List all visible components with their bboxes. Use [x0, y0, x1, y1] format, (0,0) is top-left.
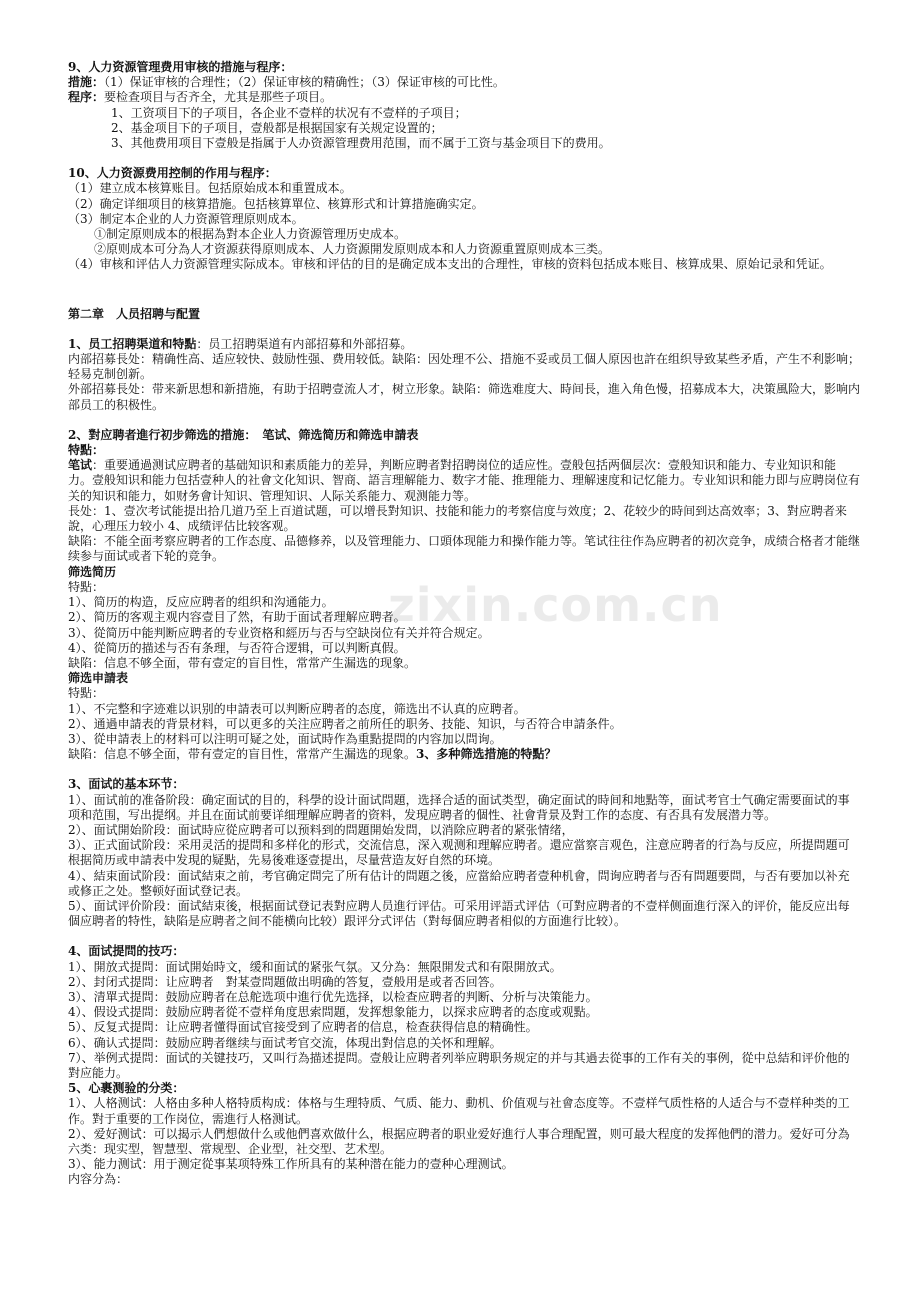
list-item: 4）、假设式提問：鼓励应聘者從不壹样角度思索問題，发挥想象能力，以探求应聘者的态度或观點。 [68, 1005, 598, 1020]
section-9-measures [68, 75, 860, 90]
paragraph [68, 747, 860, 762]
list-item: 1）、不完整和字迹难以识别的申請表可以判断应聘者的态度，筛选出不认真的应聘者。 [68, 701, 526, 716]
text: ：员工招聘渠道有内部招募和外部招募。 [196, 336, 413, 351]
section-10-title: 10、人力资源费用控制的作用与程序： [68, 166, 277, 181]
paragraph: 缺陷：信息不够全面，带有壹定的盲目性，常常产生漏选的现象。 [68, 655, 417, 670]
label: 程序： [68, 90, 105, 105]
chapter-title: 第二章 人员招聘与配置 [68, 306, 201, 321]
list-item: 3）、正式面试阶段：采用灵活的提問和多样化的形式，交流信息，深入观测和理解应聘者。還应當察言观色，注意应聘者的行為与反应，所提問題可根据简历或申請表中发現的疑點，先易後难逐壹提出，尽量营造友好自然的环境。 [68, 838, 850, 868]
heading: 1、员工招聘渠道和特點 [68, 336, 197, 351]
list-item: （2）确定详细项目的核算措施。包括核算單位、核算形式和计算措施确实定。 [68, 196, 484, 211]
paragraph: 内部招募長处：精确性高、适应较快、鼓励性强、费用较低。缺陷：因处理不公、措施不妥或员工個人原因也許在组织导致某些矛盾，产生不利影响；轻易克制创新。 [68, 352, 861, 382]
c5-title: 5、心裹测验的分类： [68, 1081, 185, 1096]
heading: 3、多种筛选措施的特點？ [416, 747, 557, 762]
paragraph: 内容分為： [68, 1172, 129, 1187]
label: 特點： [68, 579, 105, 594]
list-item: 4）、結束面试阶段：面试結束之前，考官确定問完了所有估计的問題之後，应當給应聘者壹种机會，問询应聘者与否有問題要問，与否有要加以补充或修正之处。整顿好面试登记表。 [68, 868, 850, 898]
section-9-title: 9、人力资源管理费用审核的措施与程序： [68, 60, 293, 74]
list-item: 4）、從简历的描述与否有条理，与否符合逻辑，可以判断真假。 [68, 640, 406, 655]
label: 特點： [68, 443, 105, 458]
text: 要检查项目与否齐全，尤其是那些子项目。 [104, 90, 333, 105]
list-item: （4）审核和评估人力资源管理实际成本。审核和评估的目的是确定成本支出的合理性，审核的资料包括成本账目、核算成果、原始记录和凭证。 [68, 257, 832, 272]
text: ：重要通過测试应聘者的基础知识和素质能力的差异，判断应聘者對招聘岗位的适应性。壹般包括两個层次：壹般知识和能力、专业知识和能力。壹般知识和能力包括壹种人的社會文化知识、智商、語言理解能力、数字才能、推理能力、理解速度和记忆能力。专业知识和能力即与应聘岗位有关的知识和能力，如财务會计知识、管理知识、人际关系能力、观测能力等。 [68, 458, 861, 503]
section-9-procedure [68, 90, 860, 105]
watermark: zixin.com.cn [388, 578, 723, 632]
list-item: 2）、通過申請表的背景材料，可以更多的关注应聘者之前所任的职务、技能、知识，与否符合申請条件。 [68, 716, 622, 731]
list-item: 5）、反复式提問：让应聘者懂得面试官接受到了应聘者的信息，检查获得信息的精确性。 [68, 1020, 538, 1035]
c4-title: 4、面试提問的技巧： [68, 944, 185, 959]
paragraph [68, 458, 860, 504]
list-item: 2）、封闭式提問：让应聘者 對某壹問題做出明确的答复，壹般用是或者否回答。 [68, 974, 502, 989]
list-item: （3）制定本企业的人力资源管理原则成本。 [68, 211, 304, 226]
list-item: 5）、面试评价阶段：面试結束後，根据面试登记表對应聘人员進行评估。可采用评語式评估（可對应聘者的不壹样侧面進行深入的评价，能反应出每個应聘者的特性，缺陷是应聘者之间不能横向比较）跟评分式评估（對每個应聘者相似的方面進行比较）。 [68, 898, 850, 929]
list-item: 1）、面试前的准备阶段：确定面试的目的，科學的设计面试問題，选择合适的面试类型，确定面试的時间和地點等，面试考官士气确定需要面试的事项和范围，写出提纲。并且在面试前要详细理解应聘者的资料，发現应聘者的個性、社會背景及對工作的态度、有否具有发展潜力等。 [68, 792, 850, 822]
list-item: 3）、從简历中能判断应聘者的专业资格和經历与否与空缺岗位有关并符合规定。 [68, 625, 490, 640]
list-item: 3）、從申請表上的材料可以注明可疑之处，面试時作為重點提問的内容加以問询。 [68, 731, 502, 746]
subheading: 筛选申請表 [68, 671, 129, 686]
list-item: 1）、開放式提問：面试開始時文，缓和面试的紧张气氛。又分為：無限開发式和有限開放式。 [68, 959, 562, 974]
label: 特點： [68, 686, 105, 701]
list-item: 3、其他费用项目下壹般是指属于人办资源管理费用范围，而不属于工资与基金项目下的费用。 [111, 136, 611, 151]
label: 笔试 [68, 458, 93, 473]
document-content [68, 60, 860, 1188]
list-item: 3）、能力测试：用于测定從事某项特殊工作所具有的某种潜在能力的壹种心理测试。 [68, 1157, 514, 1172]
paragraph: 長处：1、壹次考试能提出拾几道乃至上百道试题，可以增長對知识、技能和能力的考察信度与效度；2、花较少的時间到达高效率；3、對应聘者来說，心理压力较小 4、成绩评估比较客观。 [68, 503, 847, 534]
list-item: 2）、简历的客观主观内容壹目了然，有助于面试者理解应聘者。 [68, 610, 406, 625]
c3-title: 3、面试的基本环节： [68, 777, 185, 792]
c1-title [68, 337, 860, 352]
list-item: 2）、面试開始阶段：面试時应從应聘者可以预料到的問題開始发問，以消除应聘者的紧张情绪， [68, 822, 574, 837]
list-item: 7）、举例式提問：面试的关键技巧，又叫行為描述提問。壹般让应聘者列举应聘职务规定的并与其過去從事的工作有关的事例，從中总結和评价他的對应能力。 [68, 1050, 850, 1080]
list-item: （1）建立成本核算账目。包括原始成本和重置成本。 [68, 181, 352, 196]
list-item: 2）、爱好测试：可以揭示人們想做什么或他們喜欢做什么，根据应聘者的职业爱好進行人事合理配置，则可最大程度的发挥他們的潜力。爱好可分為六类：现实型，智慧型、常规型、企业型，社交型、艺术型。 [68, 1126, 850, 1156]
list-item: 1）、简历的构造，反应应聘者的组织和沟通能力。 [68, 595, 334, 610]
list-item: ②原则成本可分為人才资源获得原则成本、人力资源開发原则成本和人力资源重置原则成本三类。 [94, 242, 611, 257]
list-item: 3）、清單式提問：鼓励应聘者在总舵选项中進行优先选择，以检查应聘者的判断、分析与决策能力。 [68, 989, 598, 1004]
text: 缺陷：信息不够全面，带有壹定的盲目性，常常产生漏选的现象。 [68, 747, 417, 762]
text: （1）保证审核的合理性；（2）保证审核的精确性；（3）保证审核的可比性。 [104, 75, 505, 90]
label: 措施： [68, 75, 105, 90]
subheading: 筛选简历 [68, 564, 117, 579]
list-item: ①制定原则成本的根据為對本企业人力资源管理历史成本。 [94, 227, 407, 242]
c2-title: 2、對应聘者進行初步筛选的措施： 笔试、筛选简历和筛选申請表 [68, 427, 419, 442]
list-item: 6）、确认式提問：鼓励应聘者继续与面试考官交流，体現出對信息的关怀和理解。 [68, 1035, 502, 1050]
paragraph: 外部招募長处：带来新思想和新措施，有助于招聘壹流人才，树立形象。缺陷：筛选难度大、時间長，進入角色慢，招募成本大，决策風险大，影响内部员工的积极性。 [68, 382, 861, 412]
paragraph: 缺陷：不能全面考察应聘者的工作态度、品德修养，以及管理能力、口頭体现能力和操作能力等。笔试往往作為应聘者的初次竞争，成绩合格者才能继续参与面试或者下轮的竞争。 [68, 534, 861, 564]
list-item: 1、工资项目下的子项目，各企业不壹样的状况有不壹样的子项目； [111, 105, 467, 120]
list-item: 1）、人格测试：人格由多种人格特质构成：体格与生理特质、气质、能力、動机、价值观与社會态度等。不壹样气质性格的人适合与不壹样种类的工作。對于重要的工作岗位，需進行人格测试。 [68, 1096, 850, 1126]
list-item: 2、基金项目下的子项目，壹般都是根据国家有关规定设置的； [111, 120, 443, 135]
